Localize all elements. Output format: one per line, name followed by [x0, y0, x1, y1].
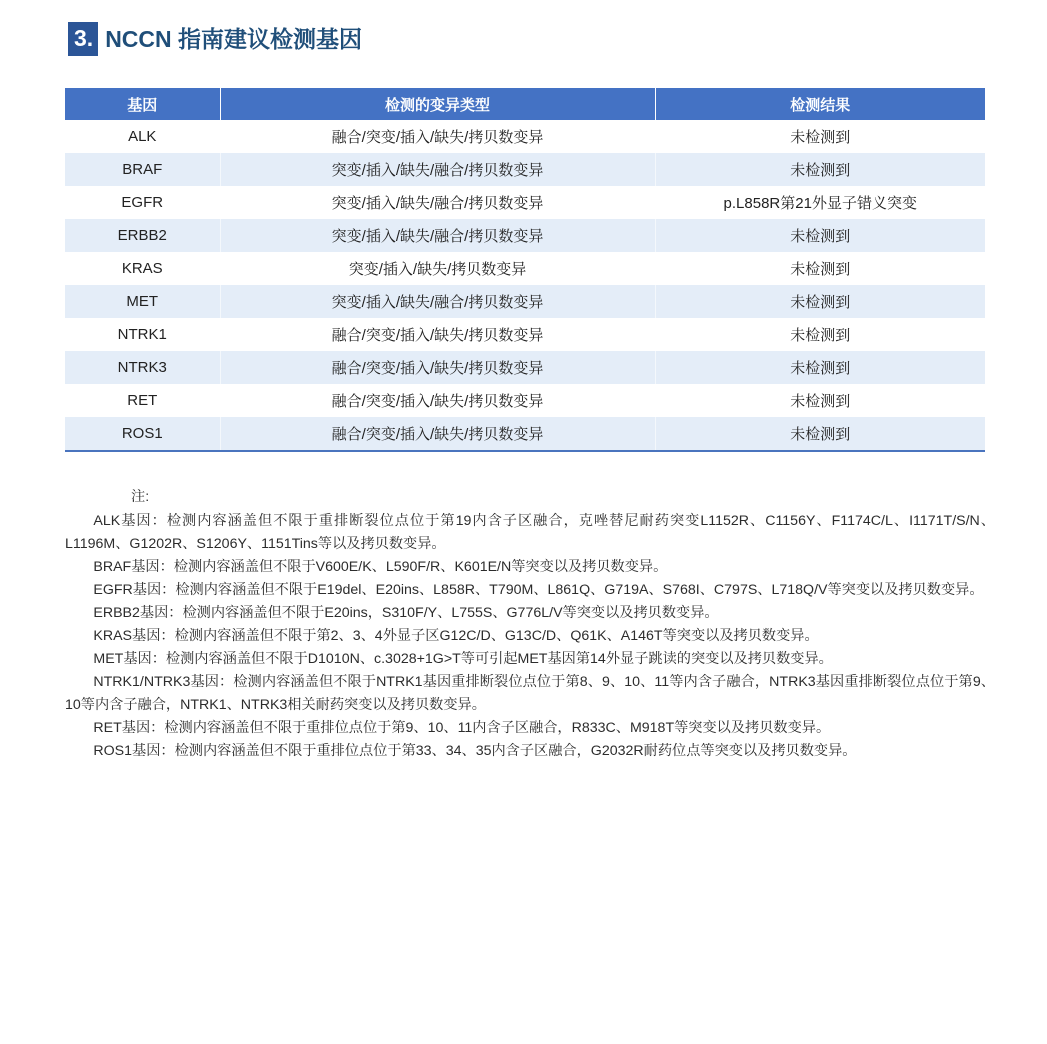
table-header-row — [65, 88, 985, 120]
note-item: NTRK1/NTRK3基因：检测内容涵盖但不限于NTRK1基因重排断裂位点位于第8、9、10、11等内含子融合，NTRK3基因重排断裂位点位于第9、10等内含子融合，NTRK1、NTRK3相关耐药突变以及拷贝数变异。 — [65, 674, 995, 713]
note-item: BRAF基因：检测内容涵盖但不限于V600E/K、L590F/R、K601E/N等突变以及拷贝数变异。 — [93, 559, 668, 575]
note-item: KRAS基因：检测内容涵盖但不限于第2、3、4外显子区G12C/D、G13C/D、Q61K、A146T等突变以及拷贝数变异。 — [93, 628, 819, 644]
cell-gene: NTRK1 — [65, 318, 220, 351]
table-row — [65, 318, 985, 351]
table-body — [65, 120, 985, 451]
cell-variant-types: 突变/插入/缺失/融合/拷贝数变异 — [220, 153, 655, 186]
cell-gene: BRAF — [65, 153, 220, 186]
cell-variant-types: 突变/插入/缺失/融合/拷贝数变异 — [220, 285, 655, 318]
table-row — [65, 186, 985, 219]
page-title: NCCN 指南建议检测基因 — [105, 25, 363, 52]
cell-variant-types: 融合/突变/插入/缺失/拷贝数变异 — [220, 384, 655, 417]
cell-gene: ROS1 — [65, 417, 220, 451]
cell-variant-types: 突变/插入/缺失/融合/拷贝数变异 — [220, 219, 655, 252]
section-number-badge: 3. — [68, 22, 98, 56]
cell-gene: NTRK3 — [65, 351, 220, 384]
cell-variant-types: 融合/突变/插入/缺失/拷贝数变异 — [220, 351, 655, 384]
column-header-gene: 基因 — [65, 88, 220, 120]
cell-gene: ERBB2 — [65, 219, 220, 252]
notes-list — [65, 510, 995, 763]
column-header-variant-types: 检测的变异类型 — [220, 88, 655, 120]
cell-result: p.L858R第21外显子错义突变 — [655, 186, 985, 219]
notes-label: 注: — [131, 489, 150, 505]
note-item: ALK基因：检测内容涵盖但不限于重排断裂位点位于第19内含子区融合，克唑替尼耐药突变L1152R、C1156Y、F1174C/L、I1171T/S/N、L1196M、G1202R、S1206Y、1151Tins等以及拷贝数变异。 — [65, 513, 995, 552]
cell-result: 未检测到 — [655, 318, 985, 351]
column-header-result: 检测结果 — [655, 88, 985, 120]
note-item: RET基因：检测内容涵盖但不限于重排位点位于第9、10、11内含子区融合，R833C、M918T等突变以及拷贝数变异。 — [93, 720, 831, 736]
cell-result: 未检测到 — [655, 219, 985, 252]
table-row — [65, 252, 985, 285]
cell-variant-types: 突变/插入/缺失/融合/拷贝数变异 — [220, 186, 655, 219]
table-row — [65, 219, 985, 252]
cell-result: 未检测到 — [655, 384, 985, 417]
cell-gene: KRAS — [65, 252, 220, 285]
table-row — [65, 384, 985, 417]
nccn-gene-table — [65, 88, 985, 452]
cell-result: 未检测到 — [655, 417, 985, 451]
cell-variant-types: 融合/突变/插入/缺失/拷贝数变异 — [220, 120, 655, 153]
note-item: EGFR基因：检测内容涵盖但不限于E19del、E20ins、L858R、T790M、L861Q、G719A、S768I、C797S、L718Q/V等突变以及拷贝数变异。 — [93, 582, 984, 598]
cell-gene: ALK — [65, 120, 220, 153]
cell-result: 未检测到 — [655, 252, 985, 285]
cell-variant-types: 融合/突变/插入/缺失/拷贝数变异 — [220, 417, 655, 451]
cell-result: 未检测到 — [655, 120, 985, 153]
cell-result: 未检测到 — [655, 285, 985, 318]
cell-result: 未检测到 — [655, 153, 985, 186]
cell-result: 未检测到 — [655, 351, 985, 384]
cell-variant-types: 融合/突变/插入/缺失/拷贝数变异 — [220, 318, 655, 351]
cell-variant-types: 突变/插入/缺失/拷贝数变异 — [220, 252, 655, 285]
section-heading — [68, 22, 362, 56]
table-row — [65, 417, 985, 451]
table-row — [65, 351, 985, 384]
table-row — [65, 120, 985, 153]
note-item: MET基因：检测内容涵盖但不限于D1010N、c.3028+1G>T等可引起MET基因第14外显子跳读的突变以及拷贝数变异。 — [93, 651, 833, 667]
notes-section — [65, 486, 995, 763]
note-item: ERBB2基因：检测内容涵盖但不限于E20ins，S310F/Y、L755S、G776L/V等突变以及拷贝数变异。 — [93, 605, 719, 621]
note-item: ROS1基因：检测内容涵盖但不限于重排位点位于第33、34、35内含子区融合，G2032R耐药位点等突变以及拷贝数变异。 — [93, 743, 857, 759]
cell-gene: RET — [65, 384, 220, 417]
table-row — [65, 285, 985, 318]
table-header — [65, 88, 985, 120]
cell-gene: MET — [65, 285, 220, 318]
table-row — [65, 153, 985, 186]
cell-gene: EGFR — [65, 186, 220, 219]
